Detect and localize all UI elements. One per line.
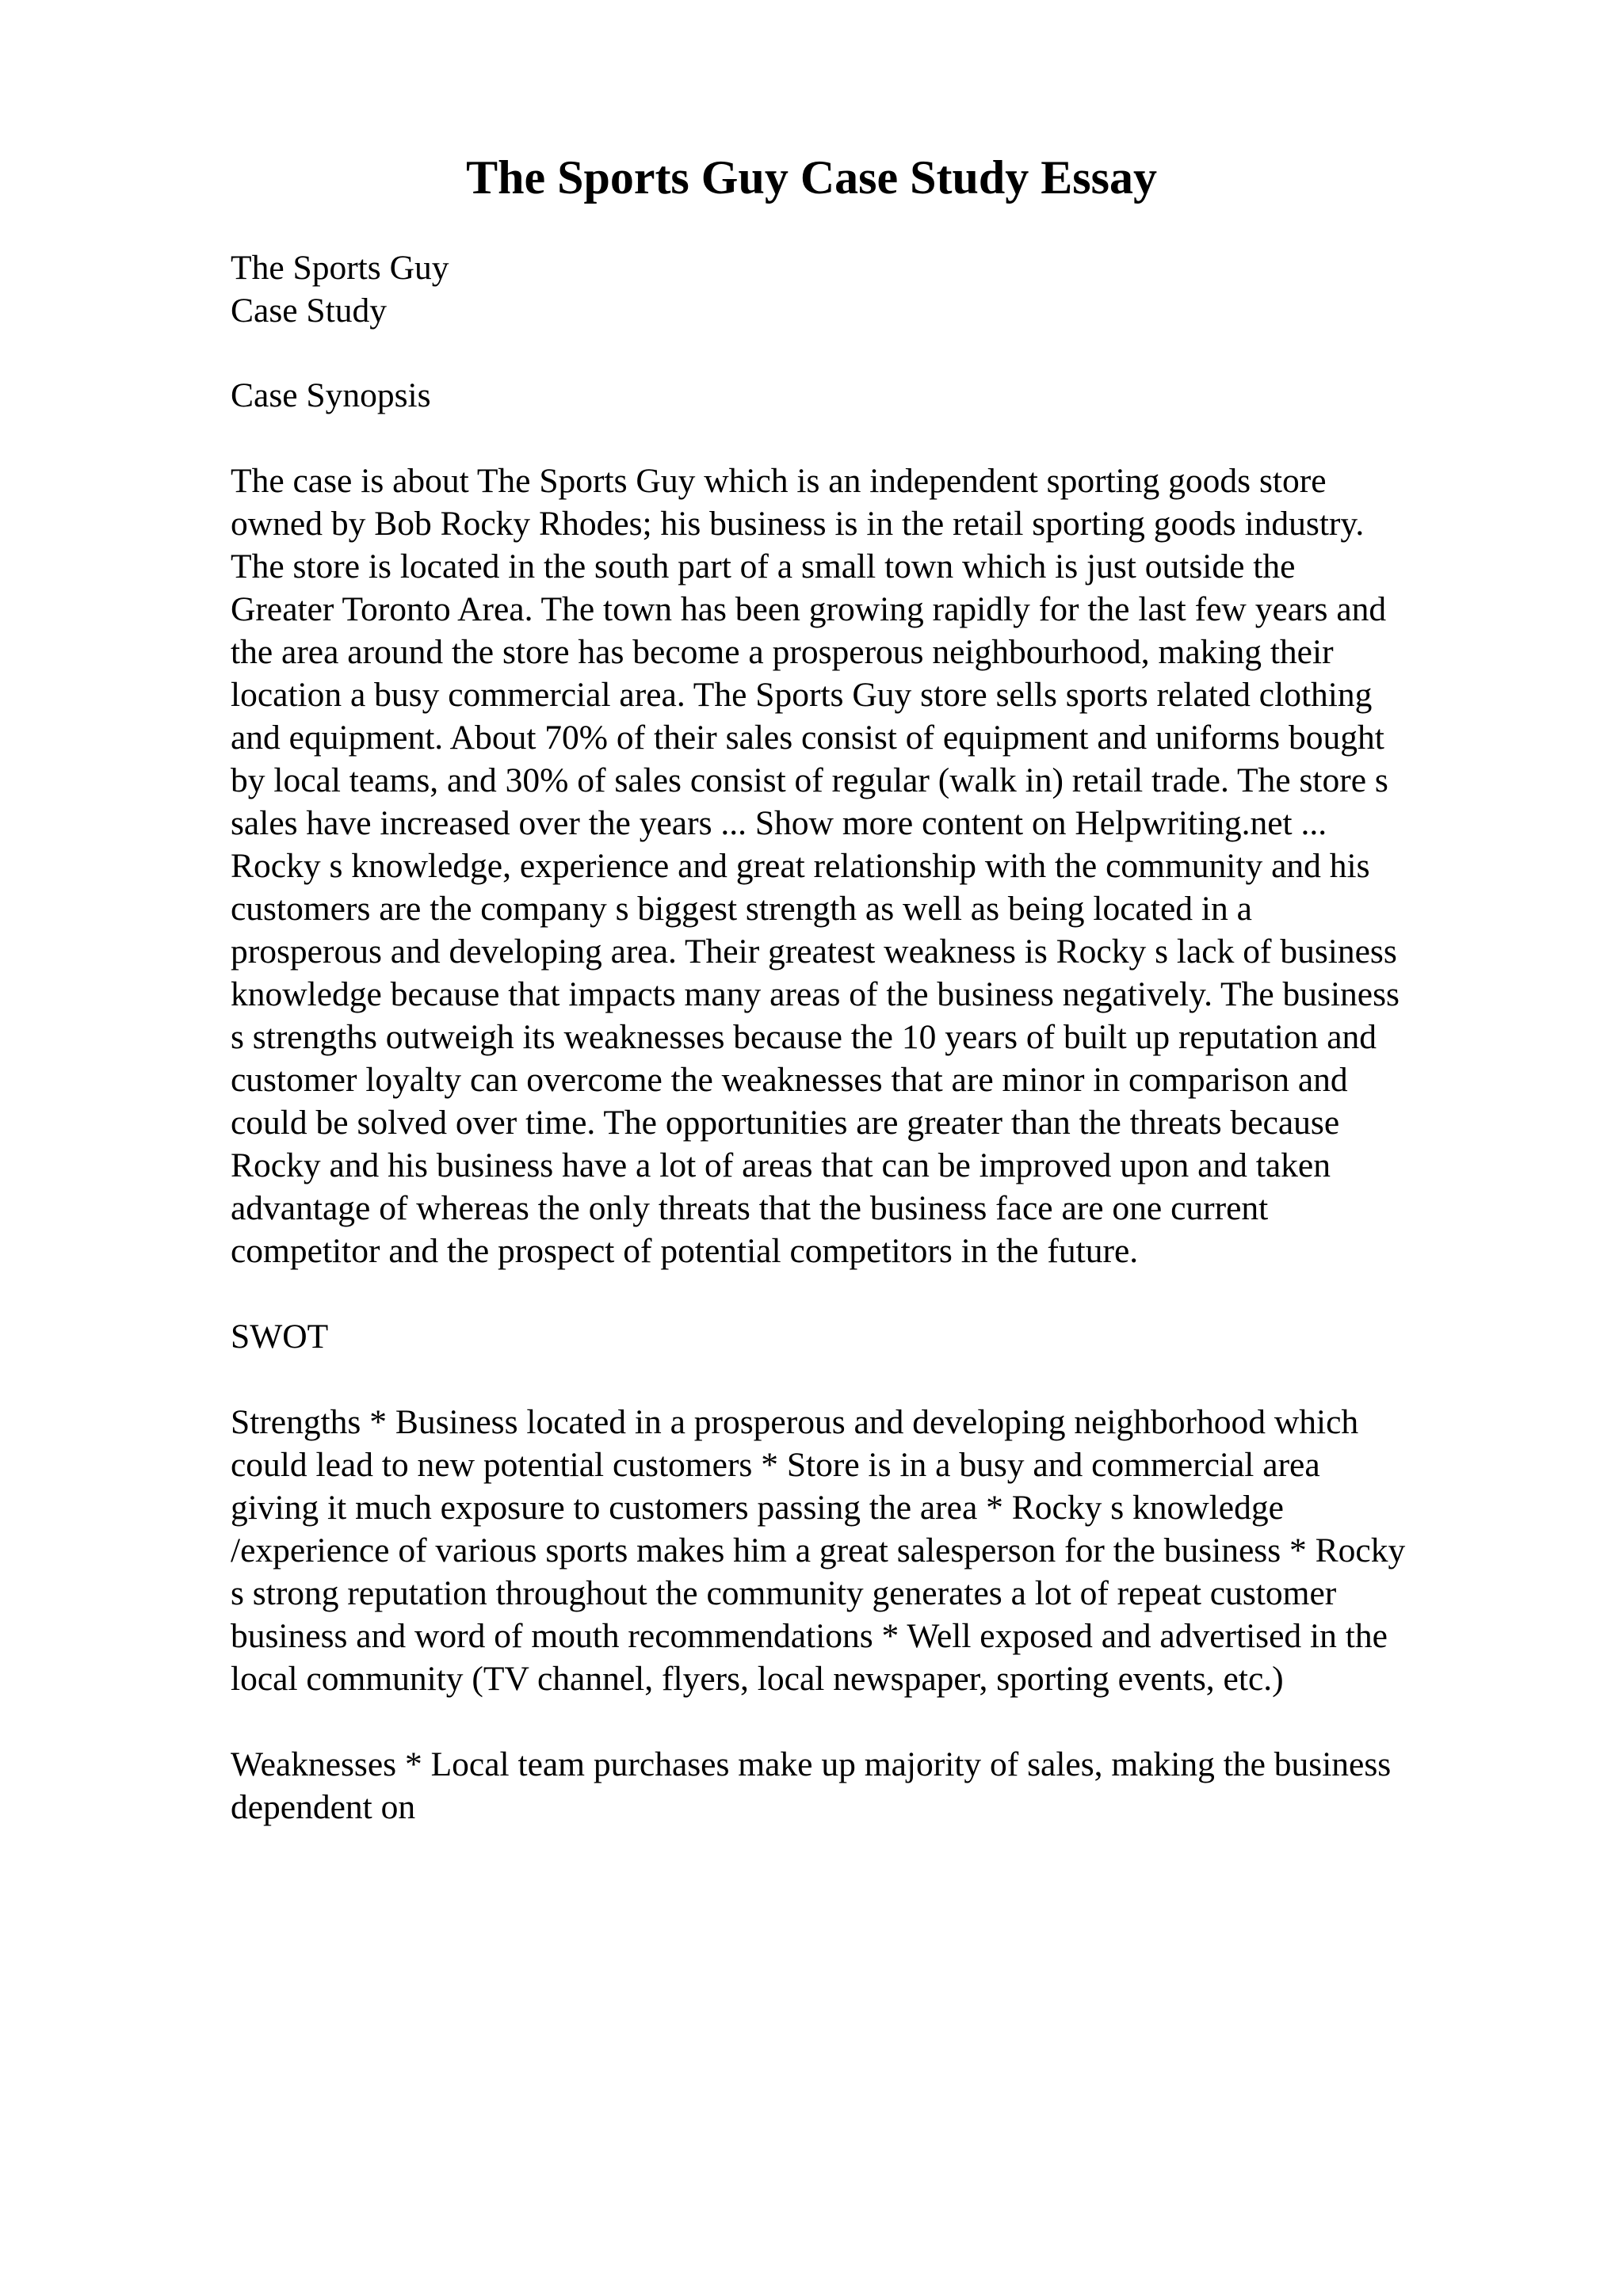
paragraph-line: s strong reputation throughout the community generates a lot of repeat customer [231,1574,1337,1612]
paragraph-line: owned by Bob Rocky Rhodes; his business is in the retail sporting goods industry. [231,505,1365,543]
paragraph-line: s strengths outweigh its weaknesses because the 10 years of built up reputation and [231,1018,1377,1056]
paragraph-line: dependent on [231,1788,416,1826]
paragraph-line: prosperous and developing area. Their greatest weakness is Rocky s lack of business [231,933,1397,971]
paragraph-line: Rocky s knowledge, experience and great relationship with the community and his [231,847,1370,885]
header-line: Case Study [231,292,387,330]
paragraph-line: customer loyalty can overcome the weaknesses that are minor in comparison and [231,1061,1348,1099]
header-block [231,246,1514,332]
paragraph-line: by local teams, and 30% of sales consist of regular (walk in) retail trade. The store s [231,761,1388,799]
strengths-paragraph [231,1401,1514,1700]
paragraph-line: could lead to new potential customers * Store is in a busy and commercial area [231,1446,1320,1484]
paragraph-line: business and word of mouth recommendations * Well exposed and advertised in the [231,1617,1388,1655]
paragraph-line: local community (TV channel, flyers, local newspaper, sporting events, etc.) [231,1660,1284,1698]
paragraph-line: the area around the store has become a prosperous neighbourhood, making their [231,633,1334,671]
paragraph-line: giving it much exposure to customers passing the area * Rocky s knowledge [231,1489,1284,1527]
document-title: The Sports Guy Case Study Essay [466,151,1157,204]
paragraph-line: customers are the company s biggest strength as well as being located in a [231,890,1252,928]
paragraph-line: and equipment. About 70% of their sales consist of equipment and uniforms bought [231,719,1384,757]
paragraph-line: Weaknesses * Local team purchases make up majority of sales, making the business [231,1745,1392,1783]
paragraph-line: knowledge because that impacts many areas of the business negatively. The business [231,975,1400,1013]
paragraph-line: Rocky and his business have a lot of areas that can be improved upon and taken [231,1146,1331,1184]
paragraph-line: competitor and the prospect of potential competitors in the future. [231,1232,1139,1270]
paragraph-line: sales have increased over the years ... Show more content on Helpwriting.net ... [231,804,1327,842]
synopsis-heading: Case Synopsis [231,376,431,414]
paragraph-line: /experience of various sports makes him a great salesperson for the business * Rocky [231,1531,1406,1569]
paragraph-line: advantage of whereas the only threats that the business face are one current [231,1189,1269,1227]
paragraph-line: Greater Toronto Area. The town has been growing rapidly for the last few years and [231,590,1387,628]
paragraph-line: The case is about The Sports Guy which is an independent sporting goods store [231,462,1327,500]
paragraph-line: Strengths * Business located in a prosperous and developing neighborhood which [231,1403,1359,1441]
paragraph-line: location a busy commercial area. The Sports Guy store sells sports related clothing [231,676,1373,714]
header-line: The Sports Guy [231,249,449,287]
paragraph-line: The store is located in the south part of a small town which is just outside the [231,547,1296,585]
weaknesses-paragraph [231,1743,1514,1829]
synopsis-paragraph [231,460,1514,1272]
swot-heading: SWOT [231,1318,329,1356]
paragraph-line: could be solved over time. The opportunities are greater than the threats because [231,1104,1340,1142]
